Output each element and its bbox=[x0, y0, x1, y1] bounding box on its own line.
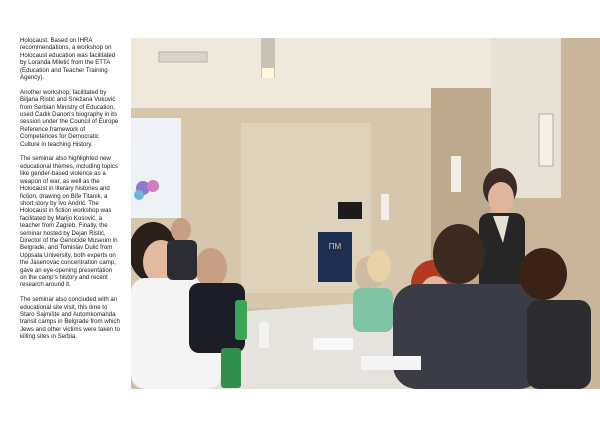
article-text-column bbox=[20, 37, 120, 348]
wall-lamp-3 bbox=[381, 194, 389, 220]
glass bbox=[259, 322, 269, 348]
bottle-2 bbox=[221, 348, 241, 388]
papers-2 bbox=[361, 356, 421, 370]
bottle bbox=[235, 300, 247, 340]
screen-graphic-3 bbox=[134, 190, 144, 200]
banner bbox=[318, 232, 352, 282]
monitor bbox=[338, 202, 362, 219]
papers bbox=[313, 338, 353, 350]
seminar-photo bbox=[131, 38, 600, 389]
paragraph-4: The seminar also concluded with an educational site visit, this time to Staro Sajmište and Automkomanda transit camps in Belgrade from which Jews and other victims were taken to killing sites in Serbia. bbox=[20, 296, 120, 341]
banner-text: ПМ bbox=[328, 242, 342, 251]
person-blonde bbox=[353, 250, 393, 332]
ceiling-lamp-light bbox=[262, 68, 274, 78]
wall-lamp bbox=[539, 114, 553, 166]
wall-lamp-2 bbox=[451, 156, 461, 192]
paragraph-3: The seminar also highlighted new educational themes, including topics like gender-based violence as a weapon of war, as well as the Holocaust in literary histories and fiction, drawing on Bife Titanik, a short story by Ivo Andrić. The Holocaust in fiction workshop was facilitated by Marijo Kosović, a teacher from Zagreb. Finally, the seminar hosted by Dejan Ristić, Director of the Genocide Museum in Belgrade, and Tomislav Dulić from Uppsala University, both experts on the Jasenovac concentration camp, gave an eye-opening presentation on the camp's history and recent research around it. bbox=[20, 155, 118, 289]
seminar-photo-illustration bbox=[131, 38, 600, 389]
paragraph-1: Holocaust. Based on IHRA recommendations, a workshop on Holocaust education was facilitated by Loranda Miletić from the ETTA (Education and Teacher Training Agency). bbox=[20, 37, 116, 82]
paragraph-2: Another workshop, facilitated by Biljana Ristić and Snežana Vuković from Serbian Ministry of Education, used Cadik Danon's biography in its session under the Council of Europe Reference framework of Competences for Democratic Culture in teaching History. bbox=[20, 88, 119, 148]
window bbox=[131, 118, 181, 218]
ceiling-vent bbox=[159, 52, 207, 62]
screen-graphic-2 bbox=[147, 180, 159, 192]
